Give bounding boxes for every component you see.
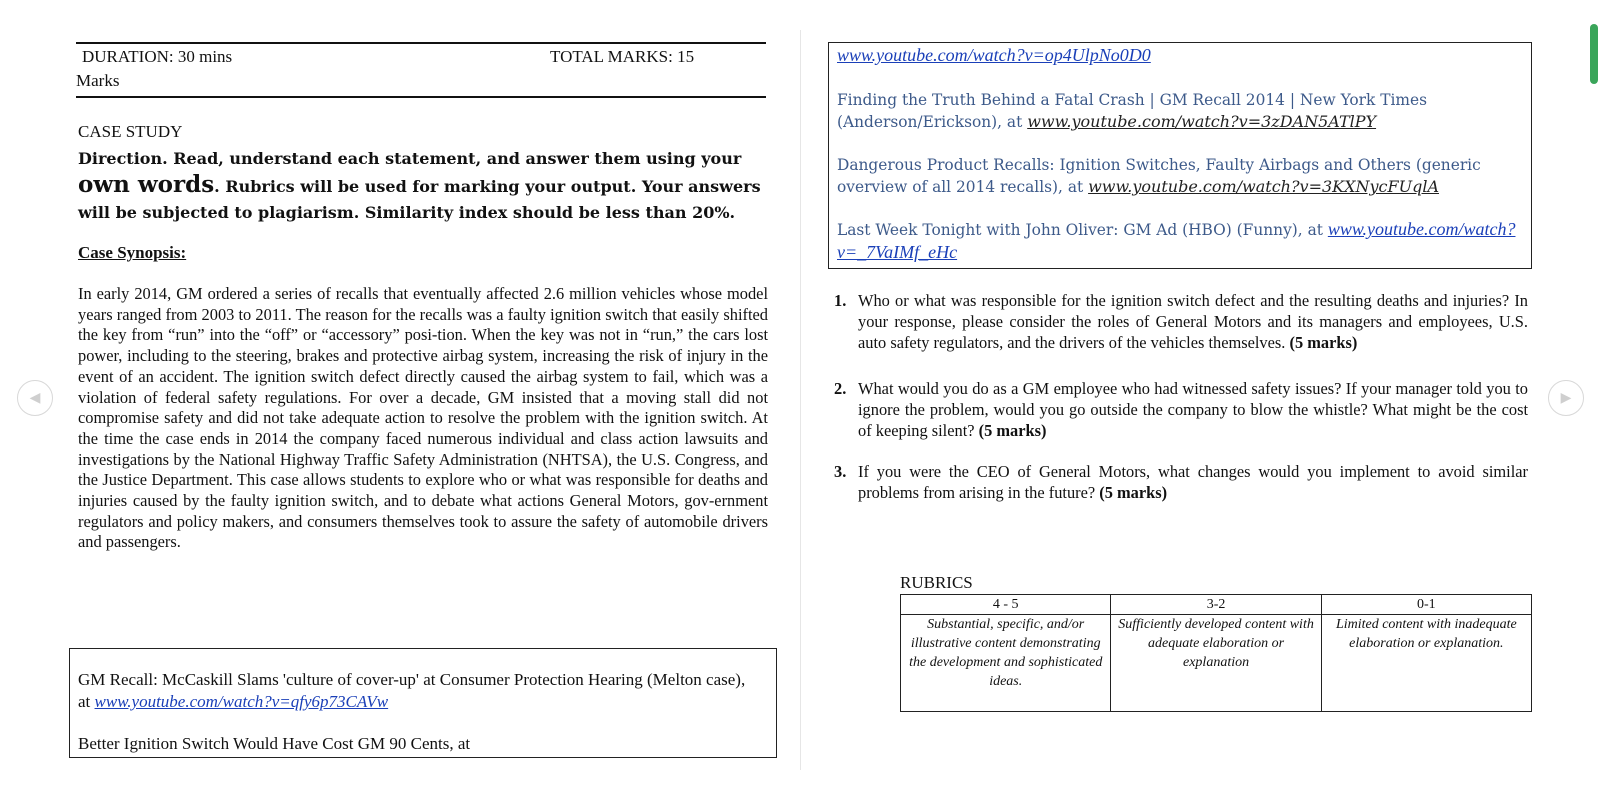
question-item [828,461,1528,503]
resource-title: Better Ignition Switch Would Have Cost GM 90 Cents, at [78,734,471,753]
rubrics-row [901,615,1532,712]
scrollbar[interactable] [1588,0,1600,796]
resource-item [837,44,1527,67]
resource-item [78,733,758,755]
exam-header [76,42,766,98]
resource-link[interactable]: www.youtube.com/watch?v=3zDAN5ATlPY [1027,112,1377,131]
rubrics-title: RUBRICS [900,573,973,592]
rubrics-cell: Sufficiently developed content with adequate elaboration or explanation [1111,615,1321,712]
chevron-left-icon[interactable]: ◀ [17,380,53,416]
rubrics-cell: Limited content with inadequate elaboration or explanation. [1321,615,1531,712]
question-number: 1. [834,291,847,310]
direction-part1: Direction. Read, understand each statement, and answer them using your [78,149,742,168]
resource-title: Dangerous Product Recalls: Ignition Switches, Faulty Airbags and Others (generic overview of all 2014 recalls), at [837,156,1481,196]
question-marks: (5 marks) [1099,483,1168,502]
resource-title: GM Recall: McCaskill Slams 'culture of cover-up' at Consumer Protection Hearing (Melton case), at [78,670,746,711]
page-gutter [800,30,801,770]
question-text: What would you do as a GM employee who had witnessed safety issues? If your manager told you to ignore the problem, would you go outside the company to blow the whistle? What might be the cost of keeping silent? [858,379,1528,440]
resource-link[interactable]: www.youtube.com/watch?v=3KXNycFUqlA [1088,177,1440,196]
direction-part2: . Rubrics will be used for marking your output. Your answers will be subjected to plagiarism. Similarity index should be less than 20%. [78,177,761,222]
question-marks: (5 marks) [978,421,1047,440]
resource-item [837,218,1527,264]
resource-item [837,154,1527,198]
question-marks: (5 marks) [1289,333,1358,352]
question-number: 2. [834,379,847,398]
synopsis-heading: Case Synopsis: [78,243,187,262]
left-page [60,0,780,770]
chevron-right-icon[interactable]: ▶ [1548,380,1584,416]
rubrics-cell: Substantial, specific, and/or illustrative content demonstrating the development and sophisticated ideas. [901,615,1111,712]
resource-link[interactable]: www.youtube.com/watch?v=op4UlpNo0D0 [837,45,1151,65]
resource-title: Finding the Truth Behind a Fatal Crash | GM Recall 2014 | New York Times (Anderson/Erickson), at [837,91,1428,131]
resource-item [78,669,758,713]
right-page [812,0,1532,770]
rubrics-header: 3-2 [1111,595,1321,615]
resource-item [837,89,1527,133]
resource-box-left [69,648,777,758]
question-list [828,290,1528,503]
direction-text [78,146,768,226]
synopsis-text: In early 2014, GM ordered a series of recalls that eventually affected 2.6 million vehicles whose model years ranged from 2003 to 2011. The reason for the recalls was a faulty ignition switch that easily shifted the key from “run” into the “off” or “accessory” posi-tion. When the key was not in “run,” the cars lost power, including to the steering, brakes and protective airbag system, increasing the risk of injury in the event of an accident. The ignition switch defect directly caused the airbag system to fail, which was a violation of federal safety regulations. For over a decade, GM insisted that a moving stall did not compromise safety and did not take adequate action to resolve the problem with the ignition switch. At the time the case ends in 2014 the company faced numerous individual and class action lawsuits and investigations by the National Highway Traffic Safety Administration (NHTSA), the U.S. Congress, and the Justice Department. This case allows students to explore who or what was responsible for deaths and injuries caused by the faulty ignition switch, and to debate what actions General Motors, gov-ernment regulators and policy makers, and consumers themselves took to assure the safety of automobile drivers and passengers. [78,284,768,552]
question-item [828,290,1528,353]
direction-emphasis: own words [78,171,215,198]
rubrics-header-row [901,595,1532,615]
marks-label: Marks [76,71,120,90]
resource-title: Last Week Tonight with John Oliver: GM Ad (HBO) (Funny), at [837,221,1328,239]
resource-box-right [828,42,1532,269]
question-text: Who or what was responsible for the ignition switch defect and the resulting deaths and injuries? In your response, please consider the roles of General Motors and its managers and employees, U.S. auto safety regulators, and the drivers of the vehicles themselves. [858,291,1528,352]
question-number: 3. [834,462,847,481]
case-study-label: CASE STUDY [78,122,183,141]
rubrics-header: 4 - 5 [901,595,1111,615]
question-text: If you were the CEO of General Motors, what changes would you implement to avoid similar problems from arising in the future? [858,462,1528,502]
total-marks-label: TOTAL MARKS: 15 [550,47,695,66]
rubrics-table [900,594,1532,712]
question-item [828,378,1528,441]
duration-label: DURATION: 30 mins [82,47,233,66]
resource-link[interactable]: www.youtube.com/watch?v=_7VaIMf_eHc [837,219,1516,262]
resource-link[interactable]: www.youtube.com/watch?v=qfy6p73CAVw [94,692,389,711]
scrollbar-thumb[interactable] [1590,24,1598,84]
rubrics-header: 0-1 [1321,595,1531,615]
